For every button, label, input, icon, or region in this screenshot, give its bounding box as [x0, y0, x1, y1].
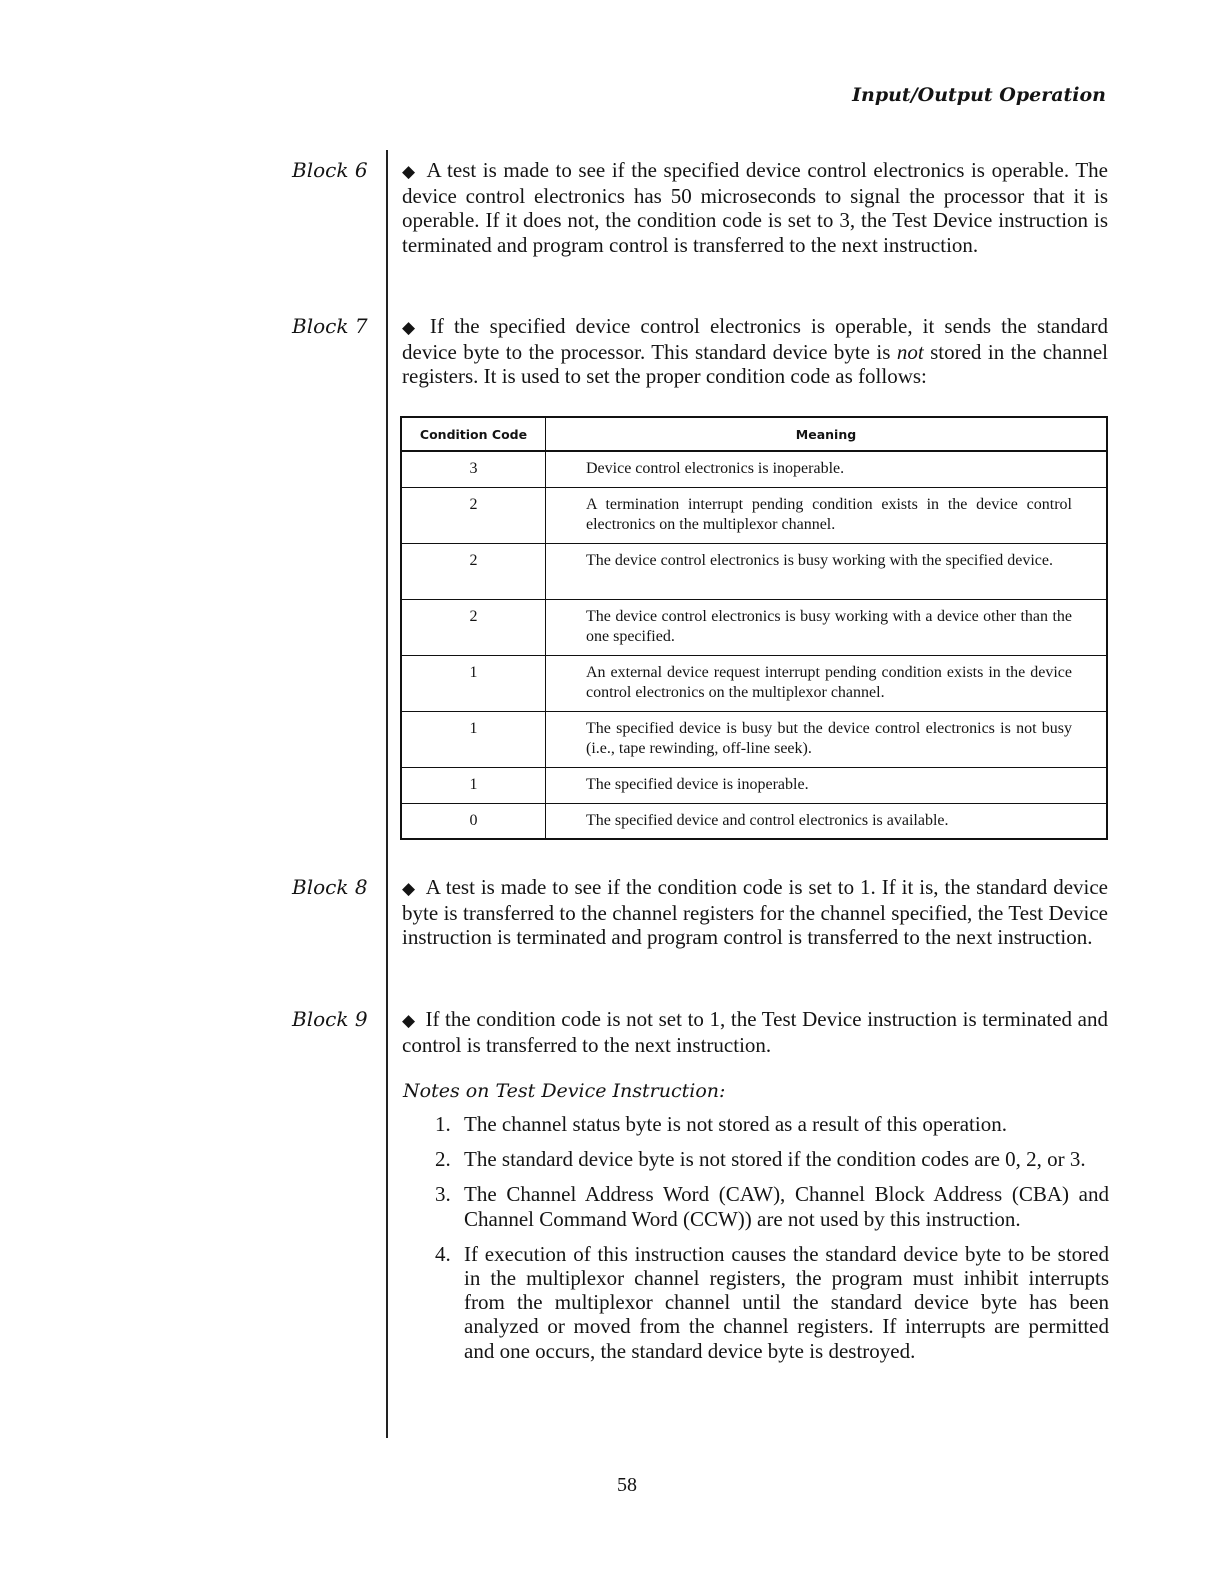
block-6-text: A test is made to see if the specified device control electronics is operable. The device control electronics has 50 microseconds to signal the processor that it is operable. If it does not, the condition code is set to 3, the Test Device instruction is terminated and program control is transferred to the next instruction.	[402, 158, 1108, 257]
table-header-row	[401, 417, 1107, 451]
page-number: 58	[617, 1474, 637, 1496]
block-6-label: Block 6	[292, 158, 368, 182]
table-row	[401, 599, 1107, 655]
meaning-cell: The specified device is busy but the device control electronics is not busy (i.e., tape rewinding, off-line seek).	[546, 711, 1108, 767]
block-9-text: If the condition code is not set to 1, the Test Device instruction is terminated and control is transferred to the next instruction.	[402, 1007, 1109, 1058]
diamond-bullet-icon: ◆	[402, 879, 416, 898]
list-item	[435, 1242, 1109, 1363]
list-item	[435, 1112, 1109, 1136]
table-row	[401, 451, 1107, 487]
margin-rule	[386, 150, 388, 1438]
block-8-label: Block 8	[292, 875, 368, 899]
notes-heading: Notes on Test Device Instruction:	[403, 1080, 726, 1102]
block-7-emphasis: not	[896, 340, 924, 365]
note-text: The Channel Address Word (CAW), Channel Block Address (CBA) and Channel Command Word (CCW)) are not used by this instruction.	[464, 1182, 1109, 1231]
list-item	[435, 1182, 1109, 1230]
condition-code-cell: 2	[401, 543, 546, 599]
running-head: Input/Output Operation	[852, 84, 1106, 106]
note-number: 1.	[435, 1112, 451, 1136]
note-number: 2.	[435, 1147, 451, 1172]
column-header-meaning: Meaning	[546, 417, 1108, 451]
condition-code-cell: 2	[401, 487, 546, 543]
block-9-paragraph	[402, 1007, 1108, 1057]
condition-code-cell: 0	[401, 803, 546, 839]
block-7-paragraph	[402, 314, 1108, 389]
condition-code-table	[400, 416, 1108, 840]
meaning-cell: Device control electronics is inoperable.	[546, 451, 1108, 487]
notes-list	[435, 1112, 1109, 1374]
table-row	[401, 543, 1107, 599]
diamond-bullet-icon: ◆	[402, 318, 420, 337]
block-7-label: Block 7	[292, 314, 368, 338]
table-row	[401, 711, 1107, 767]
meaning-cell: The device control electronics is busy working with a device other than the one specified.	[546, 599, 1108, 655]
block-9-label: Block 9	[292, 1007, 368, 1031]
table-row	[401, 767, 1107, 803]
condition-code-cell: 2	[401, 599, 546, 655]
condition-code-cell: 1	[401, 767, 546, 803]
list-item	[435, 1147, 1109, 1171]
note-text: The channel status byte is not stored as a result of this operation.	[464, 1112, 1007, 1136]
condition-code-cell: 1	[401, 711, 546, 767]
meaning-cell: A termination interrupt pending condition exists in the device control electronics on the multiplexor channel.	[546, 487, 1108, 543]
block-6-paragraph	[402, 158, 1108, 257]
column-header-condition-code: Condition Code	[401, 417, 546, 451]
diamond-bullet-icon: ◆	[402, 162, 417, 181]
table-row	[401, 487, 1107, 543]
diamond-bullet-icon: ◆	[402, 1011, 416, 1030]
note-number: 4.	[435, 1241, 451, 1266]
meaning-cell: The device control electronics is busy working with the specified device.	[546, 543, 1108, 599]
table-row	[401, 803, 1107, 839]
block-8-text: A test is made to see if the condition code is set to 1. If it is, the standard device byte is transferred to the channel registers for the channel specified, the Test Device instruction is terminated and program control is transferred to the next instruction.	[402, 875, 1108, 950]
block-7-text-after: stored in the channel registers. It is used to set the proper condition code as follows:	[402, 340, 1109, 389]
block-7-text-before: If the specified device control electronics is operable, it sends the standard device byte to the processor. This standard device byte is	[402, 314, 1108, 365]
meaning-cell: An external device request interrupt pending condition exists in the device control electronics on the multiplexor channel.	[546, 655, 1108, 711]
note-text: If execution of this instruction causes the standard device byte to be stored in the multiplexor channel registers, the program must inhibit interrupts from the multiplexor channel until the standard device byte has been analyzed or moved from the channel registers. If interrupts are permitted and one occurs, the standard device byte is destroyed.	[464, 1241, 1109, 1363]
meaning-cell: The specified device and control electronics is available.	[546, 803, 1108, 839]
note-text: The standard device byte is not stored if the condition codes are 0, 2, or 3.	[464, 1147, 1086, 1172]
condition-code-cell: 3	[401, 451, 546, 487]
meaning-cell: The specified device is inoperable.	[546, 767, 1108, 803]
condition-code-cell: 1	[401, 655, 546, 711]
note-number: 3.	[435, 1182, 451, 1207]
block-8-paragraph	[402, 875, 1108, 950]
table-row	[401, 655, 1107, 711]
